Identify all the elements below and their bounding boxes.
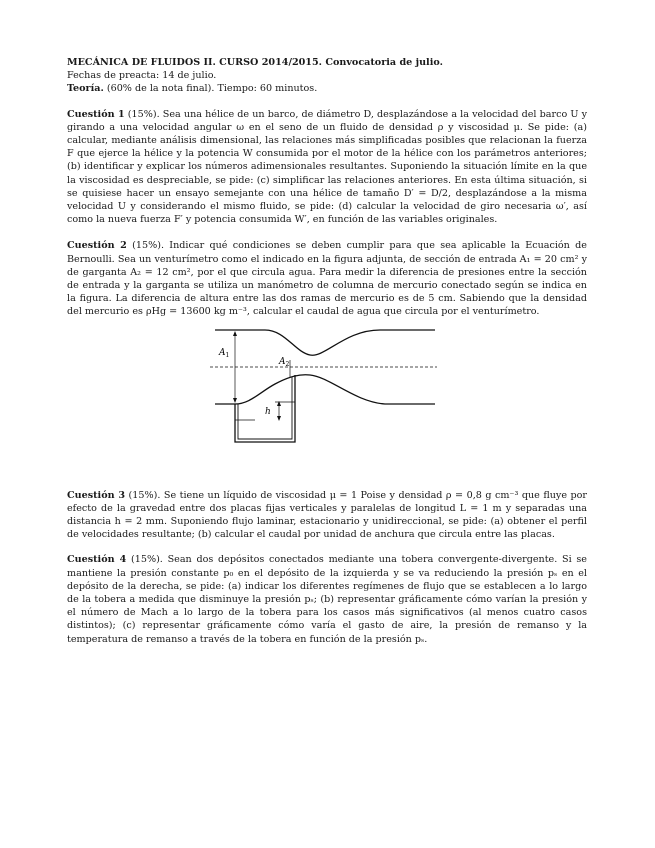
label-a2: $A_2$ (279, 357, 290, 368)
label-a1: $A_1$ (219, 348, 230, 359)
question-2-text: (15%). Indicar qué condiciones se deben cumplir para que sea aplicable la Ecuación de Bernoulli. Sea un venturímetro como el indicado en la figura adjunta, de sección de entrada A₁ = 20 cm² y de garganta A₂ = 12 cm², por el que circula agua. Para medir la diferencia de presiones entre la sección de entrada y la garganta se utiliza un manómetro de columna de mercurio conectado según se indica en la figura. La diferencia de altura entre las dos ramas de mercurio es de 5 cm. Sabiendo que la densidad del mercurio es ρHg = 13600 kg m⁻³, calcular el caudal de agua que circula por el venturímetro. (67, 240, 587, 318)
label-h: h (265, 407, 271, 417)
venturi-diagram (205, 322, 440, 450)
question-2 (67, 239, 587, 318)
a1-arrow-top (233, 331, 237, 336)
preacta-date: Fechas de preacta: 14 de julio. (67, 70, 217, 82)
theory-note: (60% de la nota final). Tiempo: 60 minutos. (103, 83, 318, 95)
a1-arrow-bottom (233, 398, 237, 403)
exam-title: MECÁNICA DE FLUIDOS II. CURSO 2014/2015. Convocatoria de julio. (67, 57, 443, 68)
question-4-text: (15%). Sean dos depósitos conectados mediante una tobera convergente-divergente. Si se mantiene la presión constante p₀ en el depósito de la izquierda y se va reduciendo la presión pₛ en el depósito de la derecha, se pide: (a) indicar los diferentes regímenes de flujo que se establecen a lo largo de la tobera a medida que disminuye la presión pₛ; (b) representar gráficamente cómo varían la presión y el número de Mach a lo largo de la tobera para los casos más significativos (al menos cuatro casos distintos); (c) representar gráficamente cómo varía el gasto de aire, la presión de remanso y la temperatura de remanso a través de la tobera en función de la presión pₛ. (67, 554, 587, 645)
question-4 (67, 553, 587, 645)
h-arrow-bottom (277, 416, 281, 421)
question-1-text: (15%). Sea una hélice de un barco, de diámetro D, desplazándose a la velocidad del barco U y girando a una velocidad angular ω en el seno de un fluido de densidad ρ y viscosidad μ. Se pide: (a) calcular, mediante análisis dimensional, las relaciones más simplificadas posibles que relacionan la fuerza F que ejerce la hélice y la potencia W consumida por el motor de la hélice con los parámetros anteriores; (b) identificar y explicar los números adimensionales resultantes. Suponiendo la situación límite en la que la viscosidad es despreciable, se pide: (c) simplificar las relaciones anteriores. En esta última situación, si se quisiese hacer un ensayo semejante con una hélice de tamaño D′ = D/2, desplazándose a la misma velocidad U y considerando el mismo fluido, se pide: (d) calcular la velocidad de giro necesaria ω′, así como la nueva fuerza F′ y potencia consumida W′, en función de las variables originales. (67, 108, 587, 226)
question-3 (67, 489, 587, 542)
theory-line (67, 82, 587, 95)
venturi-upper-wall (215, 330, 435, 355)
question-2-label: Cuestión 2 (67, 240, 127, 252)
question-1-label: Cuestión 1 (67, 108, 125, 120)
question-4-label: Cuestión 4 (67, 554, 127, 566)
venturi-figure (205, 322, 440, 450)
venturi-lower-wall (215, 375, 435, 404)
question-1 (67, 108, 587, 227)
exam-header (67, 56, 587, 96)
theory-label: Teoría. (67, 83, 104, 95)
question-3-label: Cuestión 3 (67, 489, 126, 501)
question-3-text: (15%). Se tiene un líquido de viscosidad μ = 1 Poise y densidad ρ = 0,8 g cm⁻³ que fluye por efecto de la gravedad entre dos placas fijas verticales y paralelas de longitud L = 1 m y separadas una distancia h = 2 mm. Suponiendo flujo laminar, estacionario y unidireccional, se pide: (a) obtener el perfil de velocidades resultante; (b) calcular el caudal por unidad de anchura que circula entre las placas. (67, 489, 587, 541)
